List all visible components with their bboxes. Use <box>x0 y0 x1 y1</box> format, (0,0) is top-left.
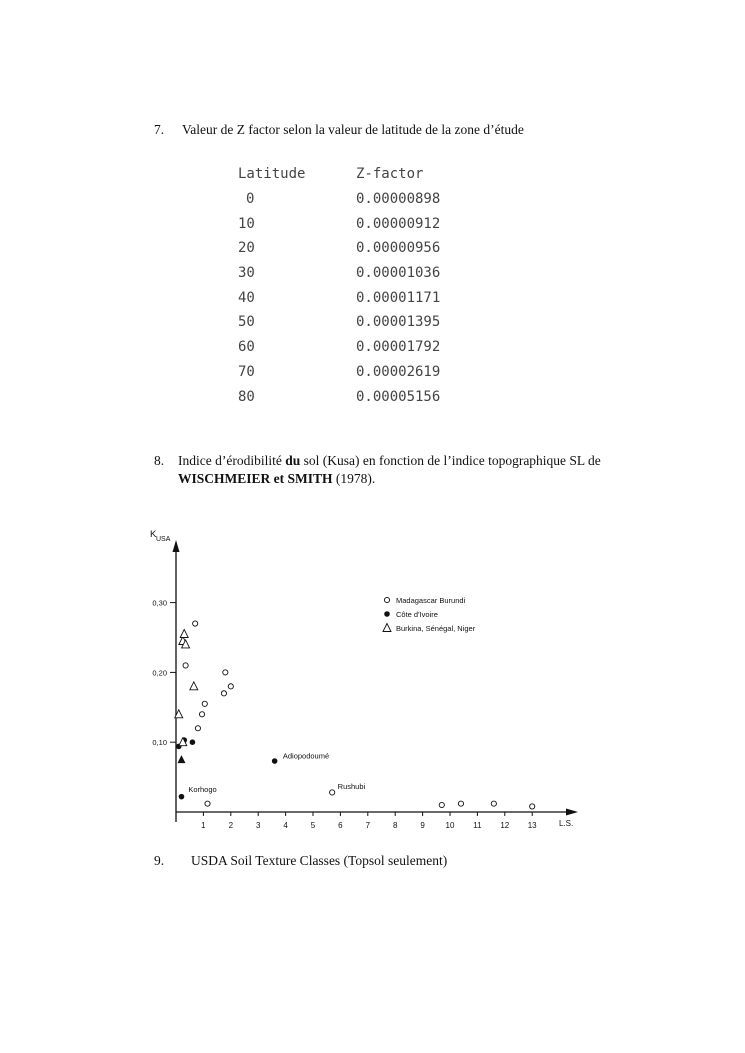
x-tick-label: 4 <box>283 821 288 830</box>
z-factor-header: Z-factor <box>356 166 424 183</box>
x-tick-label: 1 <box>201 821 206 830</box>
legend-label: Côte d'Ivoire <box>396 610 438 619</box>
section-8-text-b: sol (Kusa) en fonction de l’indice topographique SL de <box>300 453 601 468</box>
latitude-cell: 20 <box>238 240 255 257</box>
x-tick-label: 9 <box>420 821 425 830</box>
latitude-header: Latitude <box>238 166 306 183</box>
latitude-cell: 40 <box>238 289 255 306</box>
x-tick-label: 13 <box>527 821 537 830</box>
y-tick-label: 0,30 <box>152 598 167 608</box>
x-axis-label: L.S. <box>559 819 574 828</box>
data-point-open-triangle <box>180 630 188 638</box>
latitude-cell: 10 <box>238 215 255 232</box>
section-8-text-a: Indice d’érodibilité <box>178 453 286 468</box>
annotations <box>188 751 365 794</box>
data-point-open-circle <box>330 790 335 795</box>
latitude-cell: 50 <box>238 314 255 331</box>
data-point-open-circle <box>202 701 207 706</box>
latitude-cell: 70 <box>238 363 255 380</box>
x-tick-label: 2 <box>228 821 234 830</box>
data-point-open-circle <box>458 801 463 806</box>
legend-label: Burkina, Sénégal, Niger <box>396 624 476 633</box>
x-tick-label: 3 <box>255 821 261 830</box>
legend <box>383 596 476 633</box>
data-point-open-circle <box>221 691 226 696</box>
x-tick-label: 7 <box>365 821 371 830</box>
x-tick-label: 5 <box>310 821 316 830</box>
data-point-open-triangle <box>190 682 198 690</box>
section-8-year: (1978). <box>332 471 376 486</box>
data-point-filled-circle <box>384 611 390 617</box>
data-point-open-circle <box>384 597 389 602</box>
latitude-cell: 30 <box>238 265 255 282</box>
z-factor-cell: 0.00000912 <box>356 215 441 232</box>
y-axis-arrow-icon <box>173 540 180 552</box>
data-point-filled-circle <box>179 794 185 800</box>
y-ticks <box>152 599 176 748</box>
section-8-number: 8. <box>154 453 165 468</box>
point-annotation-label: Korhogo <box>188 784 217 794</box>
x-ticks <box>201 812 537 830</box>
latitude-cell: 60 <box>238 339 255 356</box>
data-point-open-circle <box>195 726 200 731</box>
y-axis-label: K <box>150 529 157 540</box>
data-point-open-circle <box>205 801 210 806</box>
latitude-cell: 0 <box>246 191 255 208</box>
z-factor-cell: 0.00000956 <box>356 240 441 257</box>
z-factor-cell: 0.00001036 <box>356 265 441 282</box>
section-9-number: 9. <box>154 853 165 868</box>
section-8-authors: WISCHMEIER et SMITH <box>178 471 333 486</box>
z-factor-cell: 0.00000898 <box>356 191 441 208</box>
x-axis-arrow-icon <box>566 809 578 816</box>
x-tick-label: 12 <box>500 821 510 830</box>
data-point-filled-triangle <box>177 755 185 763</box>
z-factor-cell: 0.00002619 <box>356 363 441 380</box>
data-point-open-circle <box>530 804 535 809</box>
data-point-open-triangle <box>383 624 391 632</box>
data-point-filled-circle <box>190 739 196 745</box>
data-point-open-circle <box>183 663 188 668</box>
y-tick-label: 0,20 <box>152 668 167 678</box>
legend-label: Madagascar Burundi <box>396 596 466 605</box>
z-factor-cell: 0.00005156 <box>356 388 441 405</box>
section-8-text-bold: du <box>285 453 301 468</box>
data-point-open-circle <box>439 802 444 807</box>
y-axis-label-sub: USA <box>156 536 171 543</box>
point-annotation-label: Adiopodoumé <box>282 751 330 761</box>
data-point-open-circle <box>223 670 228 675</box>
point-annotation-label: Rushubi <box>337 781 366 791</box>
data-point-open-circle <box>199 712 204 717</box>
data-point-filled-circle <box>272 758 278 764</box>
x-tick-label: 6 <box>338 821 343 830</box>
section-9-heading <box>154 852 447 870</box>
x-tick-label: 10 <box>445 821 455 830</box>
data-points <box>175 621 535 809</box>
y-tick-label: 0,10 <box>152 738 167 748</box>
chart-axes <box>173 540 579 822</box>
z-factor-cell: 0.00001171 <box>356 289 441 306</box>
section-7-number: 7. <box>154 122 165 137</box>
data-point-open-circle <box>491 801 496 806</box>
x-tick-label: 11 <box>473 821 482 830</box>
z-factor-cell: 0.00001792 <box>356 339 441 356</box>
latitude-cell: 80 <box>238 388 255 405</box>
data-point-open-circle <box>193 621 198 626</box>
section-9-text: USDA Soil Texture Classes (Topsol seulement) <box>191 853 448 868</box>
x-tick-label: 8 <box>392 821 398 830</box>
section-7-text: Valeur de Z factor selon la valeur de latitude de la zone d’étude <box>182 122 524 137</box>
z-factor-cell: 0.00001395 <box>356 314 441 331</box>
data-point-open-circle <box>228 684 233 689</box>
